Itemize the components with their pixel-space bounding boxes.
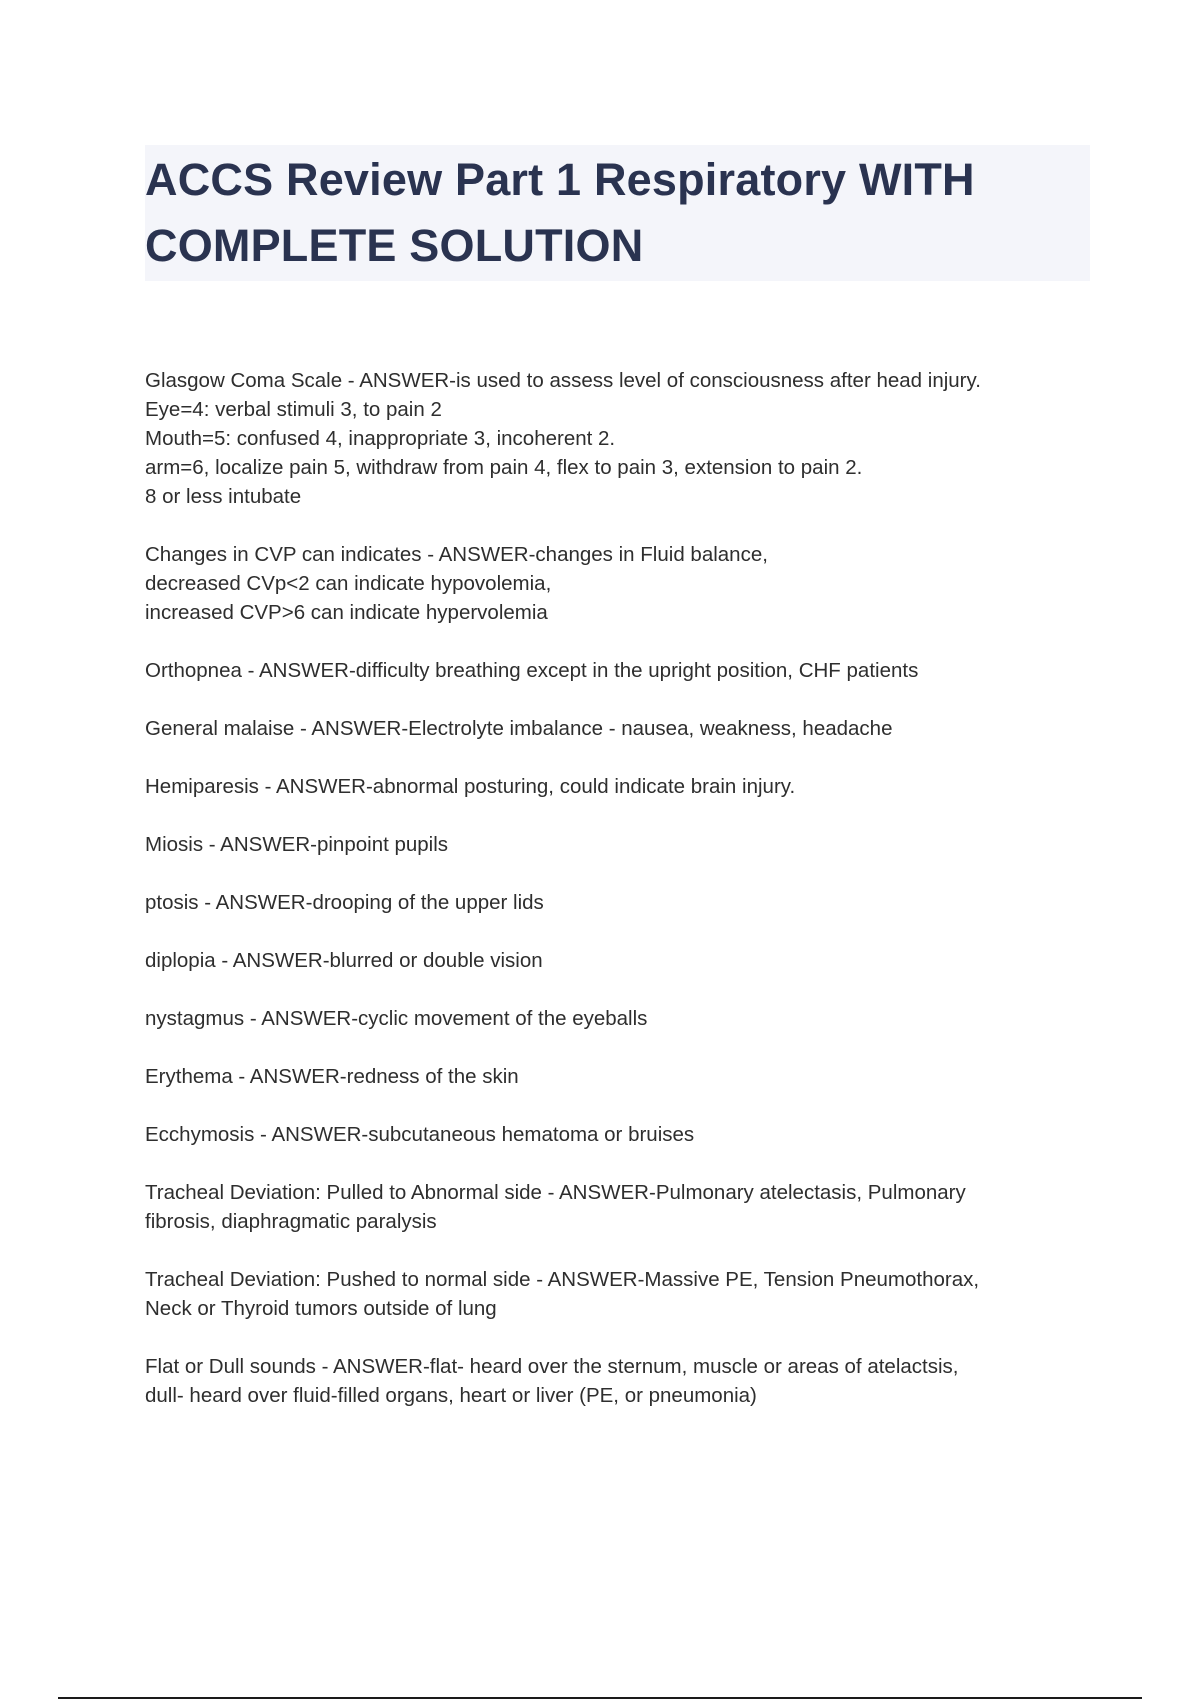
qa-entry-line: Tracheal Deviation: Pushed to normal side - ANSWER-Massive PE, Tension Pneumothorax,	[145, 1268, 980, 1291]
qa-entry-line: fibrosis, diaphragmatic paralysis	[145, 1210, 437, 1233]
qa-entry-line: Erythema - ANSWER-redness of the skin	[145, 1065, 519, 1088]
title-banner	[145, 145, 1090, 281]
qa-entry	[145, 1352, 1075, 1410]
qa-entry	[145, 714, 1075, 743]
qa-entry-line: Orthopnea - ANSWER-difficulty breathing except in the upright position, CHF patients	[145, 659, 919, 682]
qa-entry-line: Ecchymosis - ANSWER-subcutaneous hematoma or bruises	[145, 1123, 695, 1146]
qa-entry-line: Hemiparesis - ANSWER-abnormal posturing, could indicate brain injury.	[145, 775, 796, 798]
qa-entry-line: Neck or Thyroid tumors outside of lung	[145, 1297, 497, 1320]
qa-entry-line: Mouth=5: confused 4, inappropriate 3, incoherent 2.	[145, 427, 616, 450]
qa-entry-line: diplopia - ANSWER-blurred or double vision	[145, 949, 543, 972]
qa-entry	[145, 1178, 1075, 1236]
qa-entry	[145, 772, 1075, 801]
qa-entry-line: Miosis - ANSWER-pinpoint pupils	[145, 833, 449, 856]
qa-entry	[145, 656, 1075, 685]
qa-entry-line: Eye=4: verbal stimuli 3, to pain 2	[145, 398, 442, 421]
qa-entry-line: increased CVP>6 can indicate hypervolemia	[145, 601, 548, 624]
qa-entry	[145, 366, 1075, 511]
qa-entry-line: decreased CVp<2 can indicate hypovolemia,	[145, 572, 552, 595]
qa-entry	[145, 1265, 1075, 1323]
qa-entry-line: nystagmus - ANSWER-cyclic movement of the eyeballs	[145, 1007, 648, 1030]
qa-entry-line: dull- heard over fluid-filled organs, heart or liver (PE, or pneumonia)	[145, 1384, 757, 1407]
qa-entry	[145, 540, 1075, 627]
qa-entry	[145, 1004, 1075, 1033]
qa-entry	[145, 1120, 1075, 1149]
qa-entry-line: Tracheal Deviation: Pulled to Abnormal side - ANSWER-Pulmonary atelectasis, Pulmonary	[145, 1181, 966, 1204]
qa-entry	[145, 830, 1075, 859]
qa-entry-line: Flat or Dull sounds - ANSWER-flat- heard over the sternum, muscle or areas of atelactsis,	[145, 1355, 959, 1378]
qa-entry-line: ptosis - ANSWER-drooping of the upper lids	[145, 891, 544, 914]
qa-entry	[145, 1062, 1075, 1091]
qa-entry-line: arm=6, localize pain 5, withdraw from pain 4, flex to pain 3, extension to pain 2.	[145, 456, 863, 479]
qa-list	[145, 366, 1075, 1410]
qa-entry	[145, 946, 1075, 975]
document-title: ACCS Review Part 1 Respiratory WITH COMPLETE SOLUTION	[145, 154, 975, 271]
footer-divider	[58, 1697, 1142, 1699]
qa-entry-line: 8 or less intubate	[145, 485, 302, 508]
qa-entry-line: General malaise - ANSWER-Electrolyte imbalance - nausea, weakness, headache	[145, 717, 893, 740]
qa-entry-line: Glasgow Coma Scale - ANSWER-is used to assess level of consciousness after head injury.	[145, 369, 981, 392]
qa-entry	[145, 888, 1075, 917]
qa-entry-line: Changes in CVP can indicates - ANSWER-changes in Fluid balance,	[145, 543, 768, 566]
